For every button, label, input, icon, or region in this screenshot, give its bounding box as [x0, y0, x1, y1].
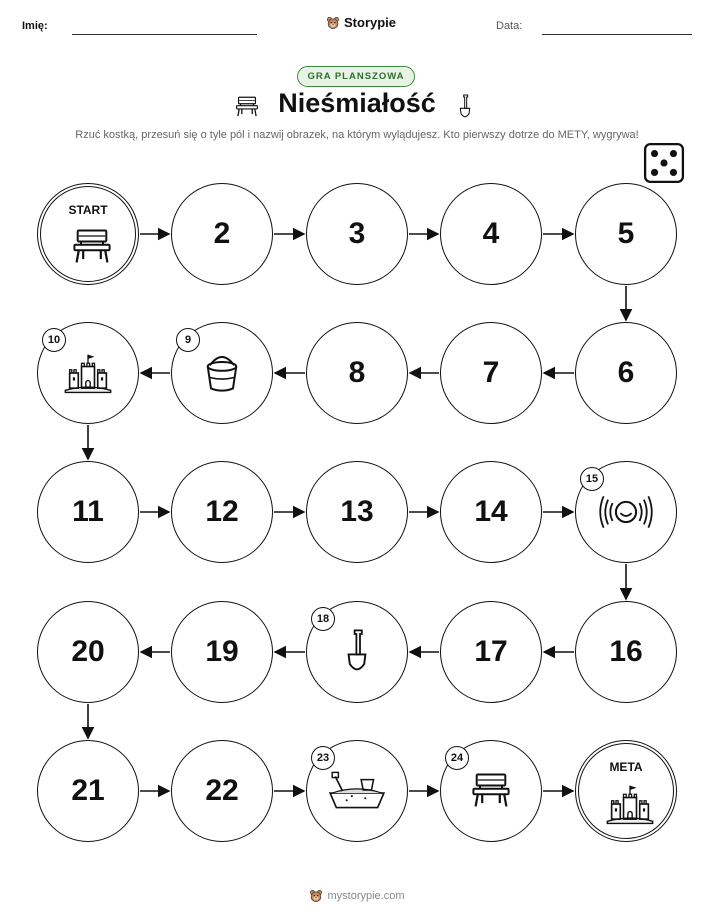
cell-number: 7 [482, 356, 500, 389]
board-cell-7 [440, 322, 542, 424]
cell-label: START [68, 203, 108, 217]
board-cell-6 [575, 322, 677, 424]
cell-number: 14 [474, 495, 508, 528]
cell-number: 20 [71, 635, 105, 668]
date-label: Data: [496, 20, 523, 32]
bucket-icon [200, 351, 244, 395]
cell-number: 22 [205, 774, 239, 807]
board-cell-20 [37, 601, 139, 703]
sandcastle-icon [61, 351, 115, 395]
cell-number-tag: 15 [580, 467, 604, 491]
board-cell-11 [37, 461, 139, 563]
board-cell-5 [575, 183, 677, 285]
board-cell-25 [575, 740, 677, 842]
cell-number: 6 [617, 356, 635, 389]
bench-icon [469, 769, 513, 813]
instructions: Rzuć kostką, przesuń się o tyle pól i nazwij obrazek, na którym wylądujesz. Kto pierwszy dotrze do METY, wygrywa! [75, 129, 639, 141]
cell-number: 3 [348, 217, 366, 250]
board-cell-8 [306, 322, 408, 424]
cell-number: 17 [474, 635, 508, 668]
shovel-icon [339, 627, 375, 677]
cell-number-tag: 10 [42, 328, 66, 352]
cell-number: 8 [348, 356, 366, 389]
cell-number: 5 [617, 217, 635, 250]
board-cell-17 [440, 601, 542, 703]
cell-number: 2 [213, 217, 231, 250]
board-cell-14 [440, 461, 542, 563]
cell-number: 4 [482, 217, 500, 250]
board-cell-4 [440, 183, 542, 285]
cell-number-tag: 18 [311, 607, 335, 631]
sandbox-icon [326, 770, 388, 812]
board-cell-21 [37, 740, 139, 842]
board-cell-2 [171, 183, 273, 285]
board-cell-19 [171, 601, 273, 703]
cell-number: 19 [205, 635, 239, 668]
cell-number: 21 [71, 774, 105, 807]
page-title: Nieśmiałość [278, 88, 436, 118]
cell-number: 12 [205, 495, 239, 528]
cell-number: 13 [340, 495, 374, 528]
bear-icon [309, 889, 323, 903]
board-cell-1 [37, 183, 139, 285]
cell-number-tag: 9 [176, 328, 200, 352]
cell-number: 11 [72, 495, 104, 528]
cell-label: META [609, 760, 643, 774]
name-label: Imię: [22, 20, 48, 32]
board-cell-3 [306, 183, 408, 285]
board-cell-16 [575, 601, 677, 703]
brand-name: Storypie [344, 15, 397, 30]
footer-url[interactable]: mystorypie.com [327, 890, 405, 902]
board-cell-13 [306, 461, 408, 563]
bench-icon [70, 225, 114, 269]
cell-number-tag: 23 [311, 746, 335, 770]
shy-face-icon [598, 489, 654, 535]
game-type-badge: GRA PLANSZOWA [297, 66, 415, 87]
board-cell-22 [171, 740, 273, 842]
cell-number-tag: 24 [445, 746, 469, 770]
sandcastle-icon [603, 782, 657, 826]
cell-number: 16 [609, 635, 643, 668]
board-cell-12 [171, 461, 273, 563]
footer [0, 889, 714, 903]
